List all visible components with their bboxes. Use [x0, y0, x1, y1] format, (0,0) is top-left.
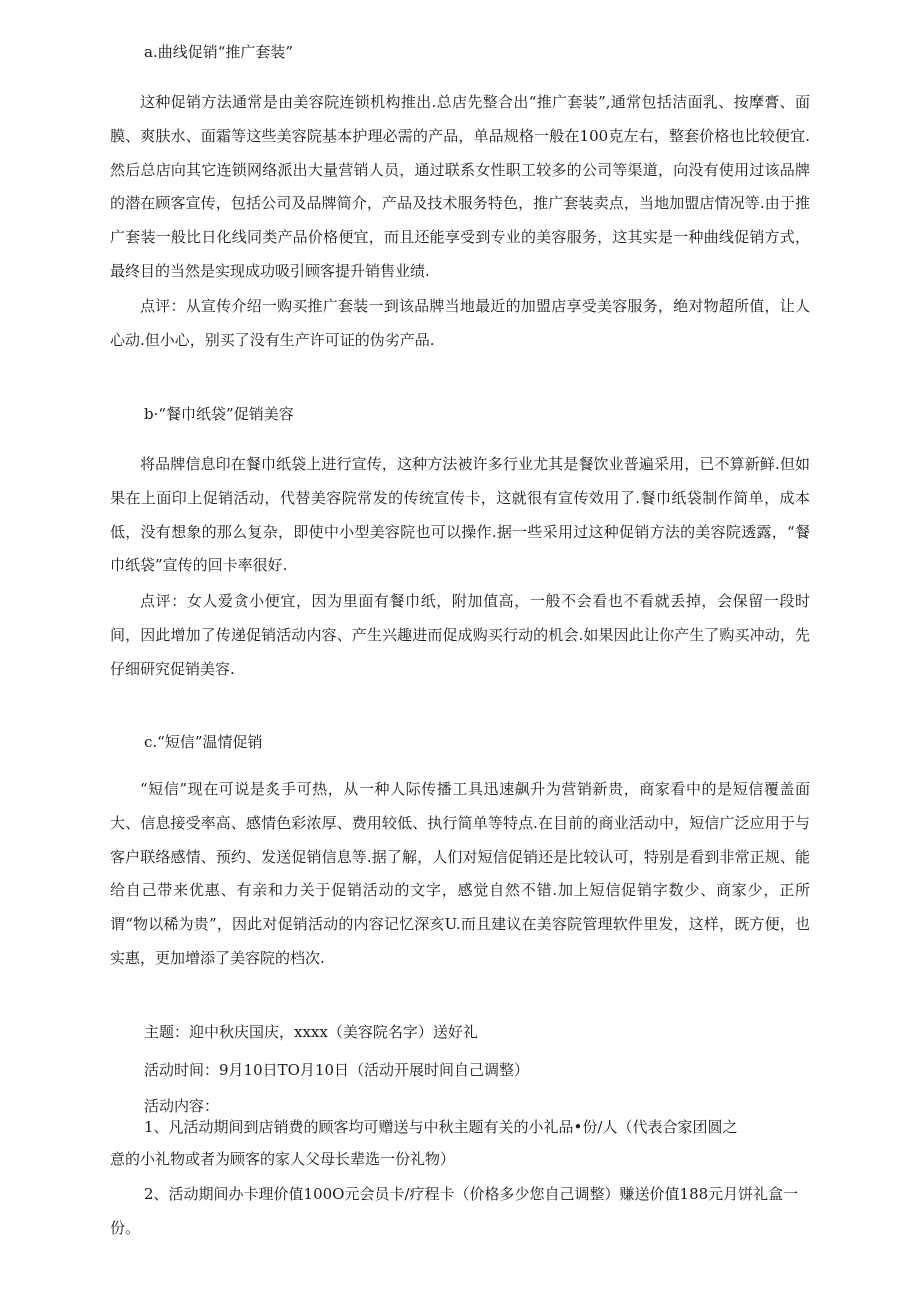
event-item-1-line-1: 1、凡活动期间到店销费的顾客均可赠送与中秋主题有关的小礼品•份/人（代表合家团圆之 — [144, 1118, 738, 1136]
section-a-comment: 点评：从宣传介绍一购买推广套装一到该品牌当地最近的加盟店享受美容服务，绝对物超所值，让人心动.但小心，别买了没有生产许可证的伪劣产品. — [110, 297, 810, 349]
section-c-heading: c.“短信”温情促销 — [144, 733, 263, 751]
section-b-heading: b·“餐巾纸袋”促销美容 — [144, 405, 294, 423]
event-time: 活动时间：9月10日TO月10日（活动开展时间自己调整） — [144, 1061, 530, 1079]
event-item-2-line-2: 份。 — [110, 1219, 141, 1237]
event-item-1-line-2: 意的小礼物或者为顾客的家人父母长辈选一份礼物） — [110, 1150, 456, 1168]
event-item-2-line-1: 2、活动期间办卡理价值100O元会员卡/疗程卡（价格多少您自己调整）赚送价值188元月饼礼盒一 — [144, 1185, 799, 1203]
section-a-heading: a.曲线促销“推广套装” — [144, 43, 294, 61]
section-b-comment: 点评：女人爱贪小便宜，因为里面有餐巾纸，附加值高，一般不会看也不看就丢掉，会保留一段时间，因此增加了传递促销活动内容、产生兴趣进而促成购买行动的机会.如果因此让你产生了购买冲动，先仔细研究促销美容. — [110, 592, 810, 678]
event-content-label: 活动内容： — [144, 1097, 220, 1115]
section-c-body: “短信”现在可说是炙手可热，从一种人际传播工具迅速飙升为营销新贵，商家看中的是短信覆盖面大、信息接受率高、感情色彩浓厚、费用较低、执行简单等特点.在目前的商业活动中，短信广泛应用于与客户联络感情、预约、发送促销信息等.据了解，人们对短信促销还是比较认可，特别是看到非常正规、能给自己带来优惠、有亲和力关于促销活动的文字，感觉自然不错.加上短信促销字数少、商家少，正所谓“物以稀为贵”，因此对促销活动的内容记忆深亥U.而且建议在美容院管理软件里发，这样，既方便，也实惠，更加增添了美容院的档次. — [110, 780, 810, 967]
section-b-body: 将品牌信息印在餐巾纸袋上进行宣传，这种方法被许多行业尤其是餐饮业普遍采用，已不算新鲜.但如果在上面印上促销活动，代替美容院常发的传统宣传卡，这就很有宣传效用了.餐巾纸袋制作简单，成本低，没有想象的那么复杂，即使中小型美容院也可以操作.据一些采用过这种促销方法的美容院透露，“餐巾纸袋”宣传的回卡率很好. — [110, 455, 810, 575]
section-a-body: 这种促销方法通常是由美容院连锁机构推出.总店先整合出“推广套装”,通常包括洁面乳、按摩膏、面膜、爽肤水、面霜等这些美容院基本护理必需的产品，单品规格一般在100克左右，整套价格也比较便宜.然后总店向其它连锁网络派出大量营销人员，通过联系女性职工较多的公司等渠道，向没有使用过该品牌的潜在顾客宣传，包括公司及品牌简介，产品及技术服务特色，推广套装卖点，当地加盟店情况等.由于推广套装一般比日化线同类产品价格便宜，而且还能享受到专业的美容服务，这其实是一种曲线促销方式，最终目的当然是实现成功吸引顾客提升销售业绩. — [110, 93, 810, 280]
event-theme: 主题：迎中秋庆国庆，xxxx（美容院名字）送好礼 — [144, 1023, 478, 1041]
